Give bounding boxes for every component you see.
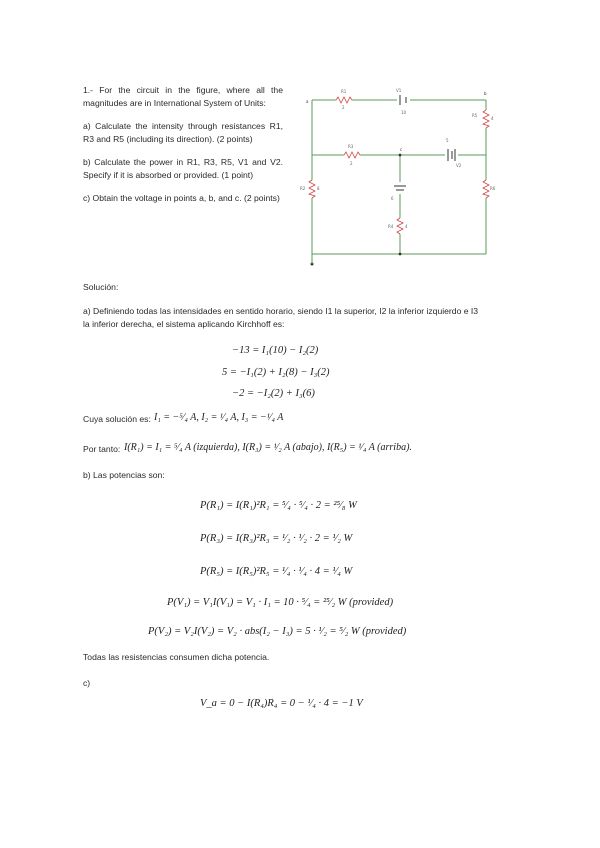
resistor-r5: [483, 110, 489, 128]
resistor-r3: [344, 152, 360, 158]
circuit-diagram: [300, 82, 500, 272]
por-tanto-prefix: Por tanto:: [83, 444, 121, 454]
label-rl-val: 8: [317, 186, 320, 191]
problem-item-c: c) Obtain the voltage in points a, b, and c. (2 points): [83, 193, 280, 203]
equation-2: 5 = −I₁(2) + I₂(8) − I₃(2): [222, 367, 330, 378]
equation-1: −13 = I₁(10) − I₂(2): [232, 345, 319, 356]
power-r5: P(R₅) = I(R₅)²R₅ = ¹⁄₄ · ¹⁄₄ · 4 = ¹⁄₄ W: [200, 566, 353, 577]
label-r4: R4: [388, 224, 394, 229]
problem-item-a: a) Calculate the intensity through resistances R1, R3 and R5 (including its direction). (2 points): [83, 121, 283, 144]
label-r3-val: 2: [350, 161, 353, 166]
todas-text: Todas las resistencias consumen dicha potencia.: [83, 652, 270, 662]
voltage-a: V_a = 0 − I(R₄)R₄ = 0 − ¹⁄₄ · 4 = −1 V: [200, 698, 363, 709]
section-c-heading: c): [83, 678, 91, 688]
label-r5: R5: [472, 113, 478, 118]
label-r4-val: 4: [405, 224, 408, 229]
label-r1-val: 2: [342, 105, 345, 110]
section-b-heading: b) Las potencias son:: [83, 470, 165, 480]
label-v2: 5: [446, 138, 449, 143]
power-v2: P(V₂) = V₂I(V₂) = V₂ · abs(I₂ − I₃) = 5 · ¹⁄₂ = ⁵⁄₂ W (provided): [148, 626, 407, 637]
resistor-r6: [483, 180, 489, 198]
equation-3: −2 = −I₂(2) + I₃(6): [232, 388, 315, 399]
label-rl: R2: [300, 186, 306, 191]
problem-title: 1.- For the circuit in the figure, where all the magnitudes are in International System of Units:: [83, 85, 283, 108]
label-r3: R3: [348, 144, 354, 149]
resistor-r4: [397, 218, 403, 234]
solution-prefix: Cuya solución es:: [83, 414, 151, 424]
power-v1: P(V₁) = V₁I(V₁) = V₁ · I₁ = 10 · ⁵⁄₄ = ²⁵⁄₂ W (provided): [167, 597, 394, 608]
por-tanto-values: I(R₁) = I₁ = ⁵⁄₄ A (izquierda), I(R₃) = ¹⁄₂ A (abajo), I(R₅) = ¹⁄₄ A (arriba).: [124, 442, 412, 453]
resistor-rl: [309, 180, 315, 198]
label-r1: R1: [341, 89, 347, 94]
label-r5-val: 4: [491, 116, 494, 121]
label-v1-val: 10: [401, 110, 407, 115]
power-r3: P(R₃) = I(R₃)²R₃ = ¹⁄₂ · ¹⁄₂ · 2 = ¹⁄₂ W: [200, 533, 353, 544]
problem-item-b: b) Calculate the power in R1, R3, R5, V1 and V2. Specify if it is absorbed or provided. (1 point): [83, 157, 283, 180]
solution-heading: Solución:: [83, 282, 119, 292]
label-v1: V1: [396, 88, 402, 93]
node-b-label: b: [484, 91, 487, 96]
resistor-r1: [336, 97, 352, 103]
node-c-label: c: [400, 147, 403, 152]
power-r1: P(R₁) = I(R₁)²R₁ = ⁵⁄₄ · ⁵⁄₄ · 2 = ²⁵⁄₈ W: [200, 500, 357, 511]
solution-a-intro: a) Definiendo todas las intensidades en sentido horario, siendo I1 la superior, I2 la inferior izquierdo e I3 la inferior derecha, el sistema aplicando Kirchhoff es:: [83, 306, 479, 329]
label-v2-name: V2: [456, 163, 462, 168]
node-a-label: a: [306, 99, 309, 104]
problem-statement: [83, 84, 283, 215]
label-vmid: 6: [391, 196, 394, 201]
solution-values: I₁ = −⁵⁄₄ A, I₂ = ¹⁄₄ A, I₃ = −¹⁄₄ A: [154, 412, 284, 423]
label-r6: R6: [490, 186, 496, 191]
